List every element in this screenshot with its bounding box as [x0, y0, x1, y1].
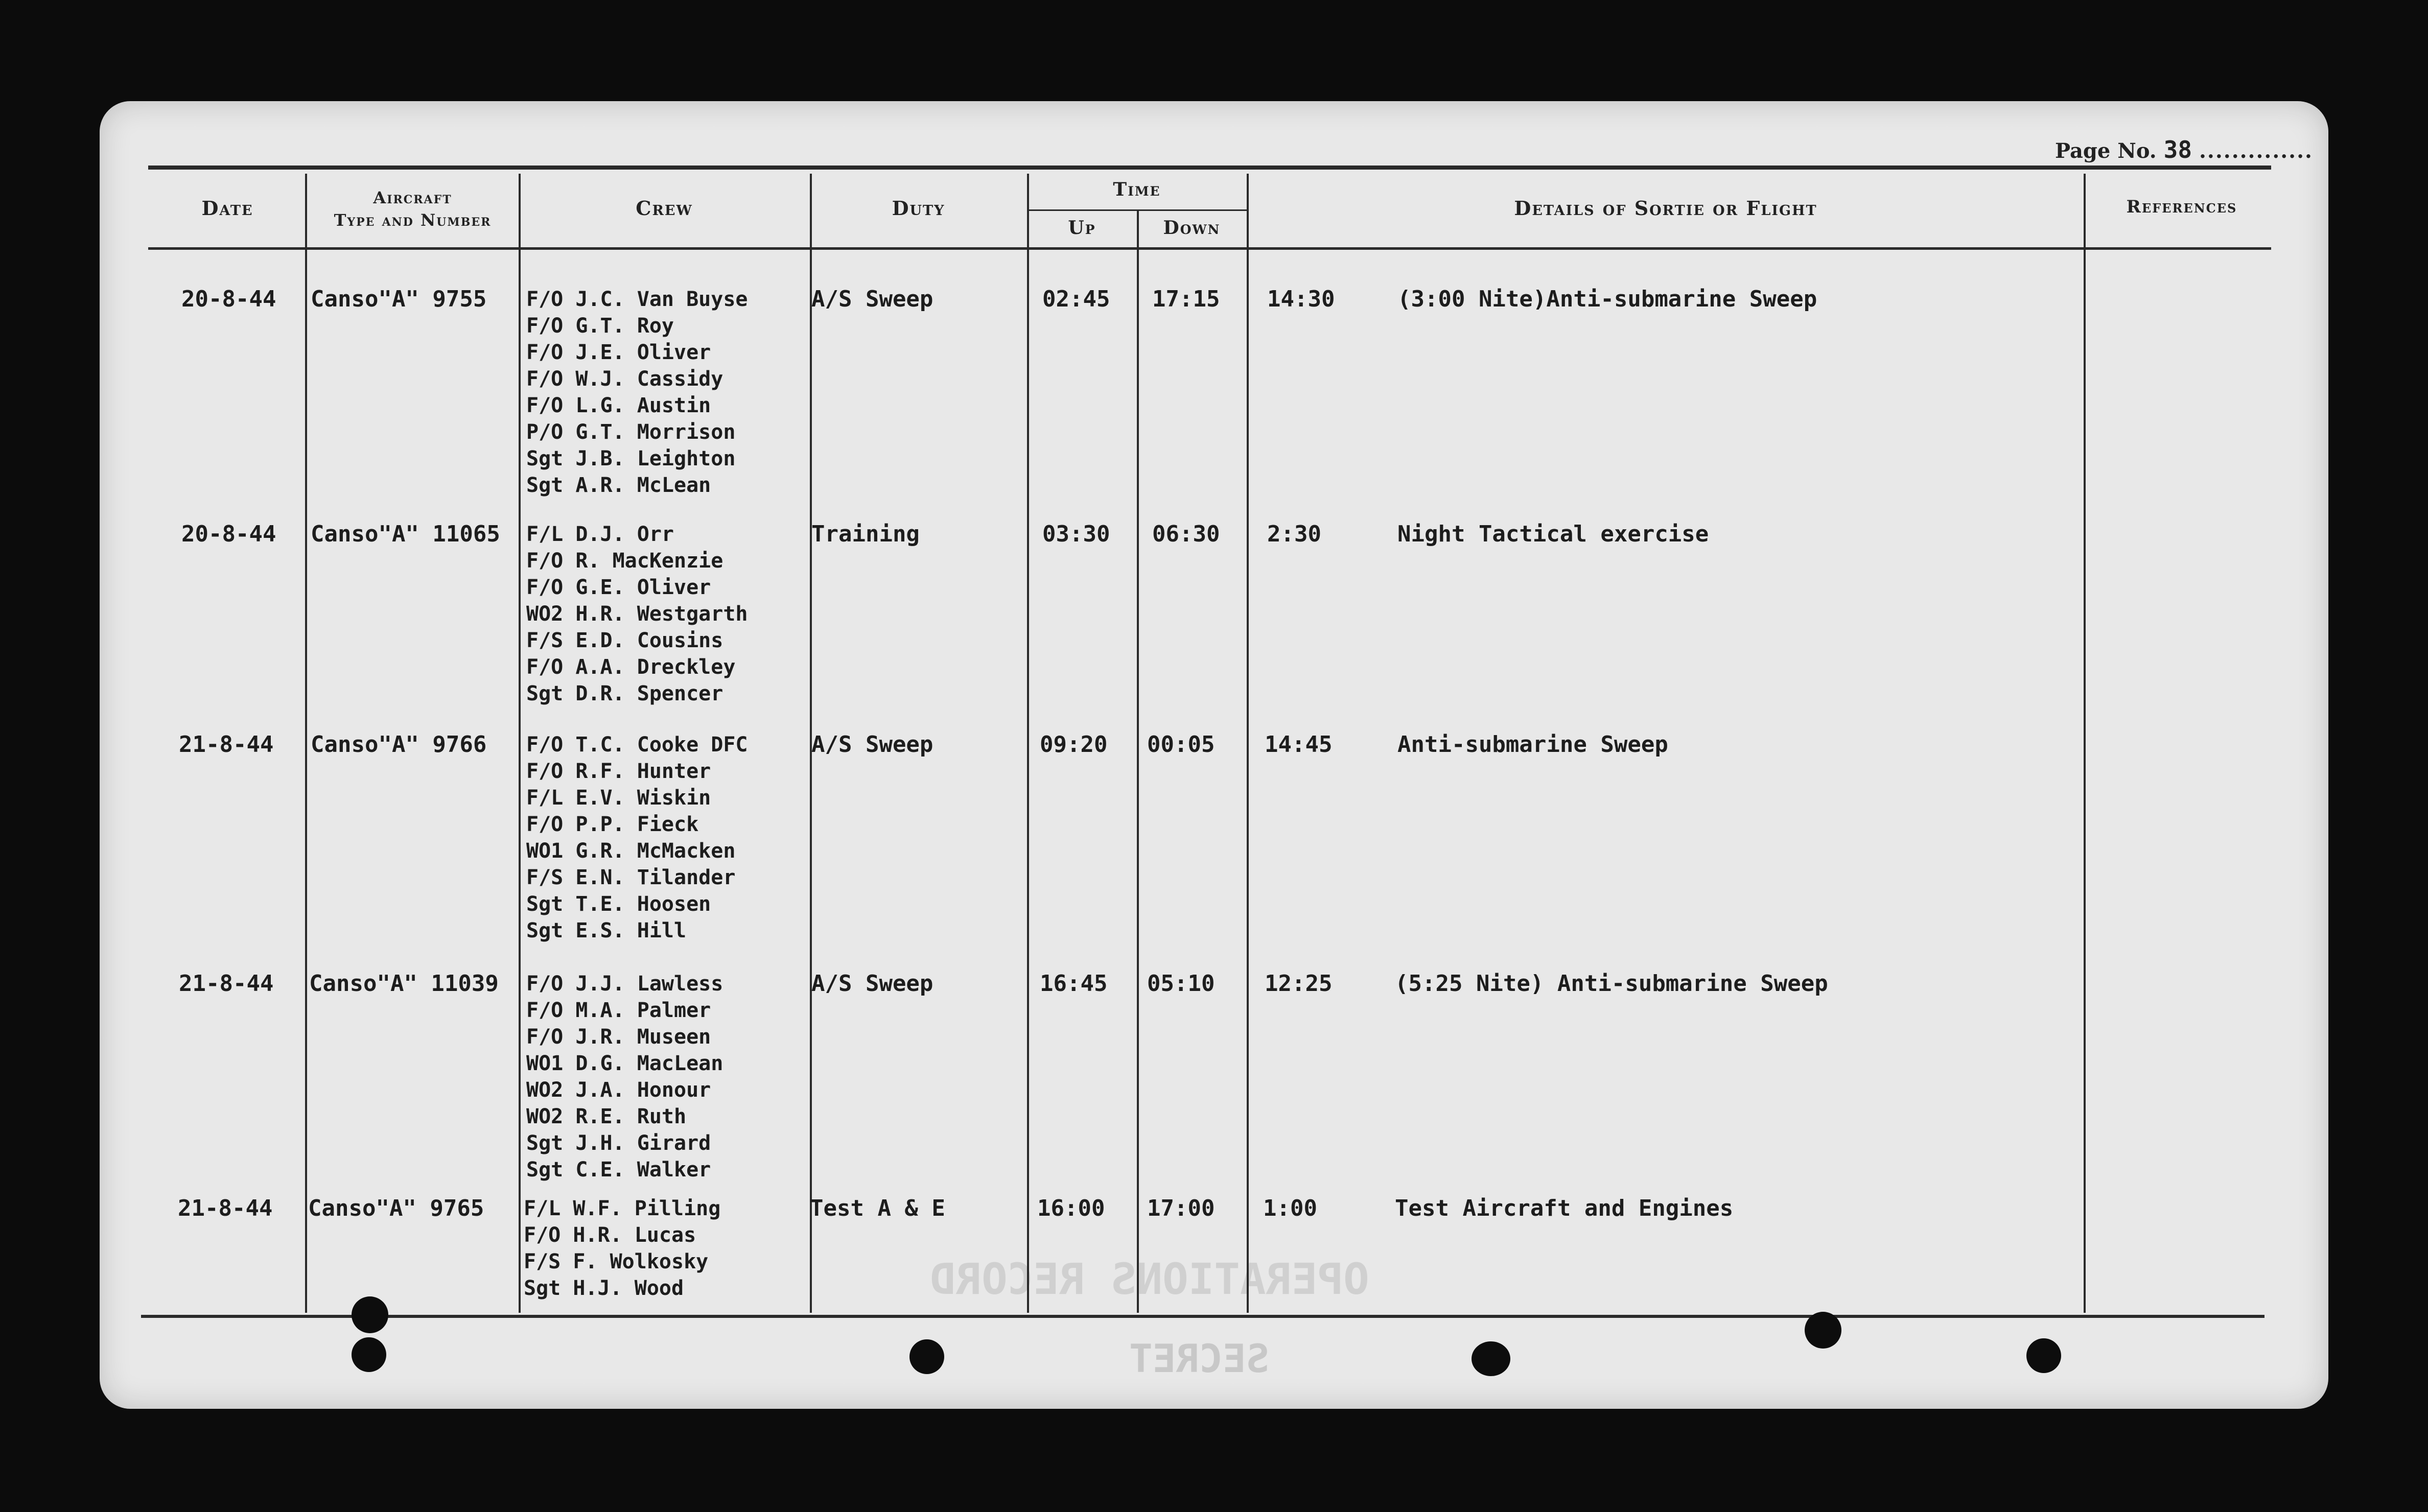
- punch-hole: [1472, 1341, 1510, 1376]
- entry-duty: A/S Sweep: [811, 971, 933, 997]
- page-number-label: Page No.: [2055, 139, 2157, 163]
- crew-member: Sgt E.S. Hill: [526, 919, 687, 942]
- crew-member: F/S E.N. Tilander: [526, 866, 736, 889]
- col-divider-4: [1027, 174, 1029, 1313]
- entry-date: 21-8-44: [178, 1195, 273, 1221]
- bleed-through-operations-record: OPERATIONS RECORD: [930, 1254, 1369, 1304]
- entry-date: 20-8-44: [181, 286, 276, 312]
- punch-hole: [352, 1296, 388, 1333]
- crew-member: F/O H.R. Lucas: [524, 1223, 696, 1247]
- header-up: Up: [1068, 217, 1096, 239]
- crew-member: F/S F. Wolkosky: [524, 1250, 709, 1273]
- header-references: References: [2126, 197, 2237, 217]
- crew-member: F/O T.C. Cooke DFC: [526, 733, 748, 757]
- crew-member: F/S E.D. Cousins: [526, 629, 723, 652]
- entry-aircraft: Canso"A" 9765: [308, 1195, 484, 1221]
- crew-member: F/O J.R. Museen: [526, 1025, 711, 1049]
- entry-time-down: 17:00: [1147, 1195, 1215, 1221]
- punch-hole: [352, 1337, 386, 1372]
- page-number: Page No. 38 ..............: [2055, 136, 2313, 163]
- bleed-through-secret: SECRET: [1129, 1336, 1270, 1381]
- entry-time-up: 16:00: [1037, 1195, 1105, 1221]
- entry-date: 20-8-44: [181, 521, 276, 547]
- crew-member: WO1 D.G. MacLean: [526, 1052, 723, 1075]
- crew-member: WO2 H.R. Westgarth: [526, 602, 748, 626]
- entry-aircraft: Canso"A" 11065: [311, 521, 500, 547]
- entry-details: Night Tactical exercise: [1397, 521, 1709, 547]
- entry-aircraft: Canso"A" 9755: [311, 286, 487, 312]
- entry-total-time: 12:25: [1265, 971, 1333, 997]
- entry-time-down: 17:15: [1152, 286, 1220, 312]
- entry-duty: Training: [811, 521, 920, 547]
- crew-member: F/O R. MacKenzie: [526, 549, 723, 573]
- crew-member: P/O G.T. Morrison: [526, 420, 736, 444]
- col-divider-6: [1247, 174, 1249, 1313]
- crew-member: Sgt J.H. Girard: [526, 1131, 711, 1155]
- entry-details: Test Aircraft and Engines: [1395, 1195, 1734, 1221]
- entry-date: 21-8-44: [179, 731, 274, 758]
- entry-aircraft: Canso"A" 11039: [309, 971, 499, 997]
- header-time: Time: [1113, 179, 1161, 200]
- entry-date: 21-8-44: [179, 971, 274, 997]
- crew-member: WO2 R.E. Ruth: [526, 1105, 687, 1128]
- header-down: Down: [1163, 217, 1221, 239]
- col-divider-2: [519, 174, 521, 1313]
- entry-duty: Test A & E: [810, 1195, 945, 1221]
- crew-member: Sgt D.R. Spencer: [526, 682, 723, 705]
- crew-member: F/O J.E. Oliver: [526, 341, 711, 364]
- entry-details: Anti-submarine Sweep: [1397, 731, 1668, 758]
- crew-member: WO1 G.R. McMacken: [526, 839, 736, 863]
- crew-member: F/O G.E. Oliver: [526, 576, 711, 599]
- crew-member: F/O J.C. Van Buyse: [526, 288, 748, 311]
- entry-duty: A/S Sweep: [811, 731, 933, 758]
- header-aircraft-line2: Type and Number: [334, 210, 492, 230]
- entry-time-up: 02:45: [1042, 286, 1110, 312]
- crew-member: F/L D.J. Orr: [526, 523, 674, 546]
- header-aircraft-line1: Aircraft: [373, 188, 452, 207]
- crew-member: F/O P.P. Fieck: [526, 813, 699, 836]
- col-divider-1: [305, 174, 307, 1313]
- header-date: Date: [201, 197, 253, 220]
- col-divider-5: [1137, 209, 1139, 1313]
- crew-member: F/O A.A. Dreckley: [526, 655, 736, 679]
- header-crew: Crew: [636, 197, 693, 220]
- entry-time-up: 16:45: [1040, 971, 1108, 997]
- header-bottom-rule: [148, 247, 2271, 250]
- crew-member: F/L W.F. Pilling: [524, 1197, 721, 1220]
- crew-member: F/O G.T. Roy: [526, 314, 674, 338]
- crew-member: F/O R.F. Hunter: [526, 760, 711, 783]
- crew-member: WO2 J.A. Honour: [526, 1078, 711, 1102]
- punch-hole: [909, 1339, 944, 1374]
- bottom-rule: [141, 1315, 2264, 1318]
- entry-total-time: 14:30: [1267, 286, 1335, 312]
- crew-member: Sgt T.E. Hoosen: [526, 892, 711, 916]
- entry-time-down: 06:30: [1152, 521, 1220, 547]
- header-details: Details of Sortie or Flight: [1514, 197, 1817, 220]
- entry-total-time: 1:00: [1263, 1195, 1317, 1221]
- crew-member: Sgt A.R. McLean: [526, 474, 711, 497]
- crew-member: F/O L.G. Austin: [526, 394, 711, 417]
- crew-member: Sgt H.J. Wood: [524, 1277, 684, 1300]
- entry-time-up: 03:30: [1042, 521, 1110, 547]
- entry-details: (5:25 Nite) Anti-submarine Sweep: [1395, 971, 1828, 997]
- entry-details: (3:00 Nite)Anti-submarine Sweep: [1397, 286, 1817, 312]
- crew-member: F/O W.J. Cassidy: [526, 367, 723, 391]
- col-divider-7: [2084, 174, 2086, 1313]
- entry-time-down: 00:05: [1147, 731, 1215, 758]
- entry-duty: A/S Sweep: [811, 286, 933, 312]
- entry-time-up: 09:20: [1040, 731, 1108, 758]
- punch-hole: [1805, 1312, 1841, 1349]
- entry-total-time: 2:30: [1267, 521, 1321, 547]
- crew-member: Sgt J.B. Leighton: [526, 447, 736, 470]
- crew-member: F/L E.V. Wiskin: [526, 786, 711, 810]
- punch-hole: [2026, 1338, 2061, 1373]
- crew-member: Sgt C.E. Walker: [526, 1158, 711, 1182]
- entry-aircraft: Canso"A" 9766: [311, 731, 487, 758]
- entry-time-down: 05:10: [1147, 971, 1215, 997]
- crew-member: F/O M.A. Palmer: [526, 999, 711, 1022]
- entry-total-time: 14:45: [1265, 731, 1333, 758]
- crew-member: F/O J.J. Lawless: [526, 972, 723, 996]
- top-rule: [148, 166, 2271, 170]
- page-number-value: 38: [2163, 136, 2192, 163]
- header-duty: Duty: [892, 197, 945, 220]
